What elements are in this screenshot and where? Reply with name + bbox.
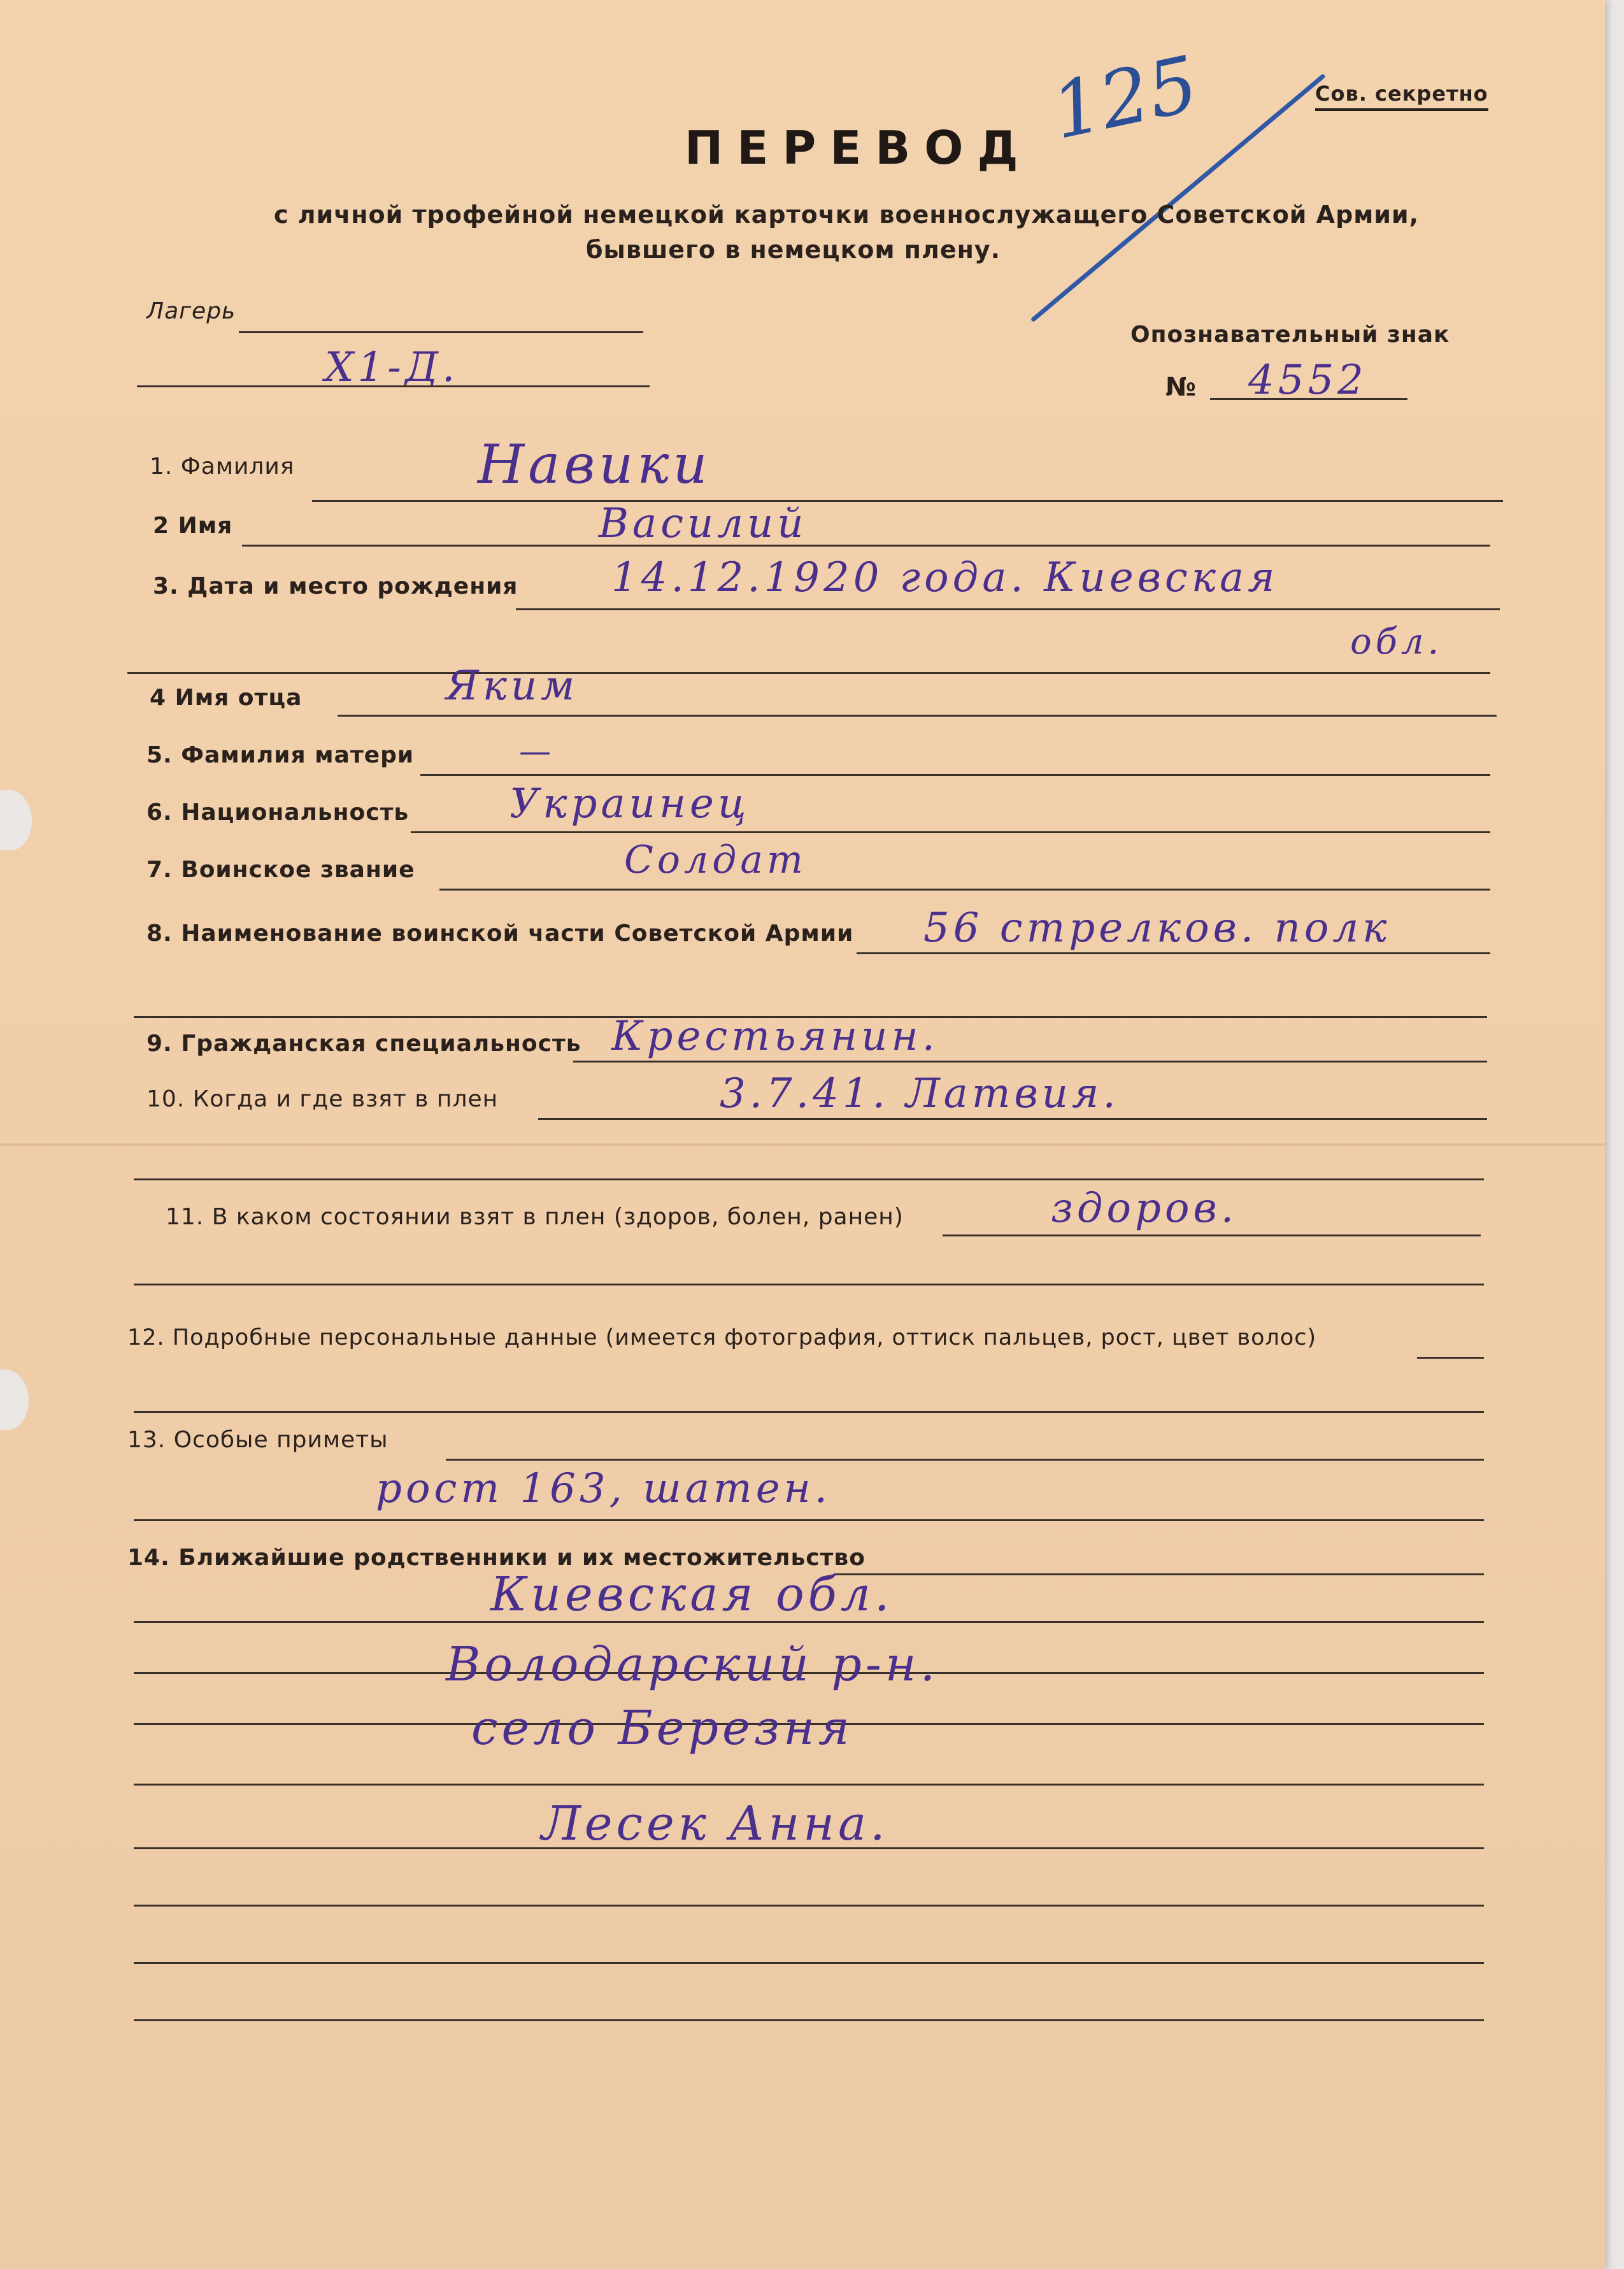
relatives-village: село Березня [471, 1701, 853, 1756]
field-condition-label: 11. В каком состоянии взят в плен (здоров, болен, ранен) [166, 1204, 904, 1230]
torn-hole-upper [0, 790, 32, 850]
field-surname-label: 1. Фамилия [150, 454, 295, 480]
camp-line-1 [239, 331, 643, 333]
field-surname-line [312, 500, 1503, 502]
field-captured-line-2 [134, 1178, 1484, 1180]
field-rank-value: Солдат [624, 838, 807, 882]
field-relatives-line-8 [134, 1962, 1484, 1964]
field-features-value: рост 163, шатен. [376, 1465, 832, 1512]
field-name-value: Василий [599, 500, 808, 547]
relatives-region: Киевская обл. [490, 1567, 894, 1622]
field-father-value: Яким [446, 662, 579, 710]
field-father-label: 4 Имя отца [150, 685, 303, 711]
field-relatives-line-7 [134, 1905, 1484, 1907]
field-features-line-2 [134, 1519, 1484, 1521]
field-relatives-line-5 [134, 1784, 1484, 1786]
field-mother-label: 5. Фамилия матери [146, 742, 415, 768]
field-nationality-label: 6. Национальность [146, 799, 410, 826]
field-personal-data-line [1417, 1357, 1484, 1359]
field-profession-line [573, 1061, 1487, 1063]
field-captured-label: 10. Когда и где взят в плен [146, 1086, 499, 1112]
document-title: ПЕРЕВОД [685, 121, 1032, 175]
field-unit-line [857, 952, 1490, 954]
camp-label: Лагерь [146, 298, 236, 324]
field-birth-value: 14.12.1920 года. Киевская [611, 554, 1279, 601]
tag-value: 4552 [1248, 357, 1367, 404]
camp-line-2 [137, 385, 650, 387]
relatives-district: Володарский р-н. [446, 1637, 939, 1692]
field-captured-value: 3.7.41. Латвия. [720, 1070, 1120, 1117]
document-subtitle-line1: с личной трофейной немецкой карточки военнослужащего Советской Армии, [274, 201, 1420, 229]
field-personal-data-line-2 [134, 1411, 1484, 1413]
field-condition-line-2 [134, 1284, 1484, 1285]
field-birth-label: 3. Дата и место рождения [153, 573, 518, 599]
field-unit-value: 56 стрелков. полк [923, 905, 1391, 952]
field-rank-label: 7. Воинское звание [146, 857, 415, 883]
field-birth-value-cont: обл. [1350, 621, 1443, 662]
field-surname-value: Навики [478, 433, 711, 496]
field-personal-data-label: 12. Подробные персональные данные (имеется фотография, оттиск пальцев, рост, цвет волос) [127, 1325, 1317, 1350]
field-father-line [338, 715, 1497, 717]
field-unit-label: 8. Наименование воинской части Советской Армии [146, 920, 854, 947]
torn-hole-lower [0, 1370, 29, 1430]
document-subtitle-line2: бывшего в немецком плену. [586, 236, 1001, 264]
field-birth-line-2 [127, 672, 1490, 674]
field-relatives-label: 14. Ближайшие родственники и их местожительство [127, 1545, 865, 1571]
relatives-person: Лесек Анна. [541, 1796, 889, 1851]
field-mother-line [420, 774, 1490, 776]
field-features-line [446, 1459, 1484, 1461]
field-birth-line [516, 608, 1500, 610]
fold-crease [0, 1143, 1605, 1146]
field-relatives-line [834, 1573, 1484, 1575]
tag-number-prefix: № [1165, 373, 1197, 402]
field-name-line [242, 545, 1490, 547]
field-mother-value: — [519, 733, 555, 769]
field-captured-line [538, 1118, 1487, 1120]
tag-label: Опознавательный знак [1130, 322, 1450, 348]
field-rank-line [439, 889, 1490, 891]
field-name-label: 2 Имя [153, 513, 233, 539]
classification-mark: Сов. секретно [1315, 82, 1488, 111]
archive-number: 125 [1044, 39, 1206, 157]
field-nationality-line [411, 831, 1490, 833]
field-condition-value: здоров. [1051, 1185, 1238, 1232]
field-relatives-line-9 [134, 2019, 1484, 2021]
field-features-label: 13. Особые приметы [127, 1427, 388, 1453]
field-nationality-value: Украинец [509, 780, 750, 827]
field-profession-value: Крестьянин. [611, 1013, 939, 1060]
camp-value: Х1-Д. [325, 344, 459, 391]
field-profession-label: 9. Гражданская специальность [146, 1031, 581, 1057]
field-condition-line [943, 1235, 1481, 1236]
